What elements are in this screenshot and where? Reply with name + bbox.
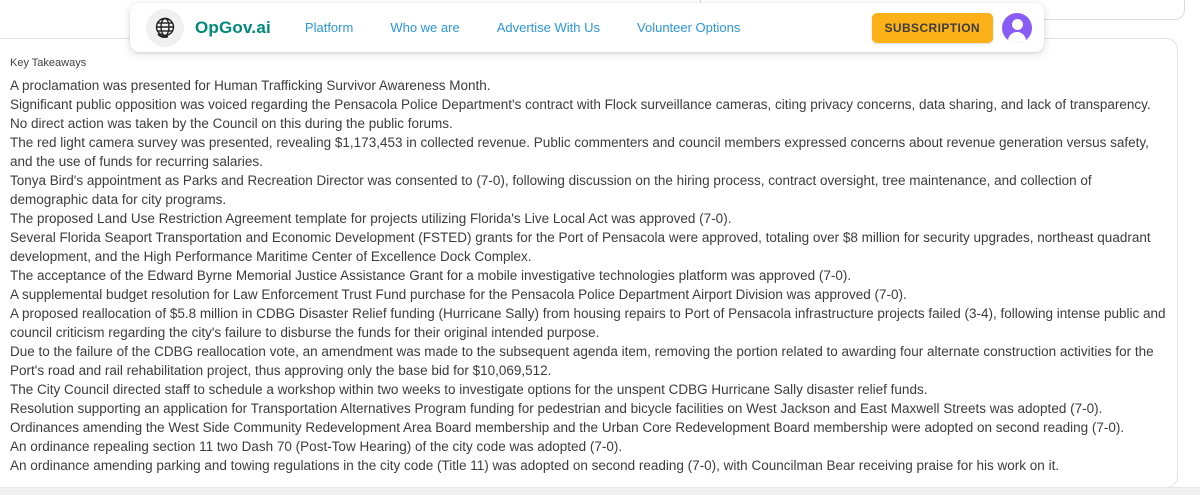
takeaway-item: Several Florida Seaport Transportation and Economic Development (FSTED) grants for the Port of Pensacola were approved, totaling over $8 million for security upgrades, northeast quadrant development, and the High Performance Maritime Center of Excellence Dock Complex.: [10, 230, 1151, 264]
globe-icon: [152, 15, 178, 41]
takeaway-item: Tonya Bird's appointment as Parks and Recreation Director was consented to (7-0), following discussion on the hiring process, contract oversight, tree maintenance, and collection of demographic data for city programs.: [10, 173, 1092, 207]
user-avatar[interactable]: [1002, 13, 1032, 43]
nav-links: [305, 20, 740, 35]
nav-link-volunteer-options[interactable]: Volunteer Options: [637, 20, 741, 35]
bottom-scrollbar-track[interactable]: [0, 487, 1200, 495]
takeaway-item: Significant public opposition was voiced regarding the Pensacola Police Department's contract with Flock surveillance cameras, citing privacy concerns, data sharing, and lack of transparency. No direct action was taken by the Council on this during the public forums.: [10, 97, 1151, 131]
takeaway-item: The City Council directed staff to schedule a workshop within two weeks to investigate options for the unspent CDBG Hurricane Sally disaster relief funds.: [10, 382, 928, 397]
nav-link-who-we-are[interactable]: Who we are: [390, 20, 460, 35]
subscription-button[interactable]: SUBSCRIPTION: [872, 13, 993, 43]
takeaway-item: The red light camera survey was presented, revealing $1,173,453 in collected revenue. Public commenters and council members expressed concerns about revenue generation versus safety, and the use of funds for recurring salaries.: [10, 135, 1149, 169]
key-takeaways-heading: Key Takeaways: [10, 57, 87, 69]
avatar-person-icon: [1012, 19, 1023, 30]
takeaway-item: The acceptance of the Edward Byrne Memorial Justice Assistance Grant for a mobile investigative technologies platform was approved (7-0).: [10, 268, 852, 283]
takeaway-item: The proposed Land Use Restriction Agreement template for projects utilizing Florida's Live Local Act was approved (7-0).: [10, 211, 732, 226]
takeaways-list: [10, 76, 1166, 475]
takeaway-item: A proposed reallocation of $5.8 million in CDBG Disaster Relief funding (Hurricane Sally) from housing repairs to Port of Pensacola infrastructure projects failed (3-4), following intense public and council criticism regarding the city's failure to disburse the funds for their original intended purpose.: [10, 306, 1166, 340]
navbar-right: [872, 13, 1032, 43]
takeaway-item: Due to the failure of the CDBG reallocation vote, an amendment was made to the subsequent agenda item, removing the portion related to awarding four alternate construction activities for the Port's road and rail rehabilitation project, thus approving only the base bid for $10,069,512.: [10, 344, 1154, 378]
takeaway-item: Ordinances amending the West Side Community Redevelopment Area Board membership and the Urban Core Redevelopment Board membership were adopted on second reading (7-0).: [10, 420, 1125, 435]
nav-link-advertise-with-us[interactable]: Advertise With Us: [496, 20, 601, 35]
brand-name[interactable]: OpGov.ai: [195, 17, 271, 37]
brand-logo[interactable]: [146, 9, 184, 47]
takeaway-item: An ordinance amending parking and towing regulations in the city code (Title 11) was adopted on second reading (7-0), with Councilman Bear receiving praise for his work on it.: [10, 458, 1060, 473]
takeaway-item: A supplemental budget resolution for Law Enforcement Trust Fund purchase for the Pensacola Police Department Airport Division was approved (7-0).: [10, 287, 907, 302]
takeaway-item: A proclamation was presented for Human Trafficking Survivor Awareness Month.: [10, 78, 491, 93]
takeaway-item: An ordinance repealing section 11 two Dash 70 (Post-Tow Hearing) of the city code was adopted (7-0).: [10, 439, 623, 454]
top-navbar: [130, 3, 1044, 52]
nav-link-platform[interactable]: Platform: [304, 20, 354, 35]
takeaway-item: Resolution supporting an application for Transportation Alternatives Program funding for pedestrian and bicycle facilities on West Jackson and East Maxwell Streets was adopted (7-0).: [10, 401, 1103, 416]
